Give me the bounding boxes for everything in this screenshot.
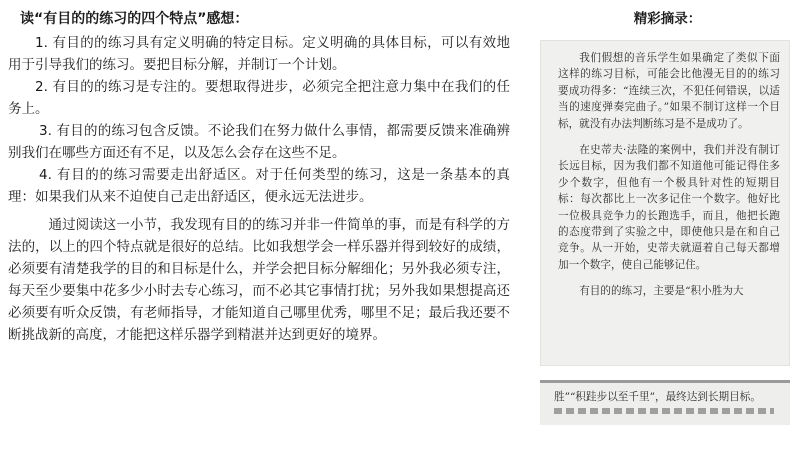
excerpt-panel xyxy=(540,8,795,444)
feature-1-paragraph: 1. 有目的的练习具有定义明确的特定目标。定义明确的具体目标，可以有效地用于引导我们的练习。要把目标分解，并制订一个计划。 xyxy=(8,35,510,73)
feature-3-paragraph: 3. 有目的的练习包含反馈。不论我们在努力做什么事情，都需要反馈来准确辨别我们在哪些方面还有不足，以及怎么会存在这些不足。 xyxy=(8,123,510,161)
excerpt-heading: 精彩摘录： xyxy=(633,11,702,27)
reading-notes xyxy=(8,6,510,444)
notes-title: 读“有目的的练习的四个特点”感想： xyxy=(20,11,249,27)
book-scan-image xyxy=(540,40,790,366)
excerpt-continuation: 胜”“积跬步以至千里”，最终达到长期目标。 xyxy=(554,391,761,403)
feature-2-paragraph: 2. 有目的的练习是专注的。要想取得进步，必须完全把注意力集中在我们的任务上。 xyxy=(8,79,510,117)
excerpt-paragraph: 我们假想的音乐学生如果确定了类似下面这样的练习目标，可能会比他漫无目的的练习要成功得多：“连续三次，不犯任何错误，以适当的速度弹奏完曲子。”如果不制订这样一个目标，就没有办法判断练习是不是成功了。 xyxy=(558,52,780,130)
book-scan-continuation xyxy=(540,380,790,425)
cut-off-text-line xyxy=(554,408,774,414)
excerpt-paragraph: 在史蒂夫·法隆的案例中，我们并没有制订长远目标，因为我们都不知道他可能记得住多少个数字，但他有一个极具针对性的短期目标：每次都比上一次多记住一个数字。他好比一位极具竞争力的长跑选手，而且，他把长跑的态度带到了实验之中，即使他只是在和自己竞争。从一开始，史蒂夫就逼着自己每天都增加一个数字，使自己能够记住。 xyxy=(558,144,780,271)
feature-4-paragraph: 4. 有目的的练习需要走出舒适区。对于任何类型的练习，这是一条基本的真 理：如果我们从来不迫使自己走出舒适区，便永远无法进步。 xyxy=(8,167,510,205)
reflection-paragraph: 通过阅读这一小节，我发现有目的的练习并非一件简单的事，而是有科学的方法的，以上的四个特点就是很好的总结。比如我想学会一样乐器并得到较好的成绩，必须要有清楚我学的目的和目标是什么，并学会把目标分解细化；另外我必须专注，每天至少要集中花多少小时去专心练习，而不必其它事情打扰；另外我如果想提高还必须要有听众反馈，有老师指导，才能知道自己哪里优秀，哪里不足；最后我还要不断挑战新的高度，才能把这样乐器学到精湛并达到更好的境界。 xyxy=(8,217,510,343)
excerpt-paragraph: 有目的的练习，主要是“积小胜为大 xyxy=(579,285,744,298)
